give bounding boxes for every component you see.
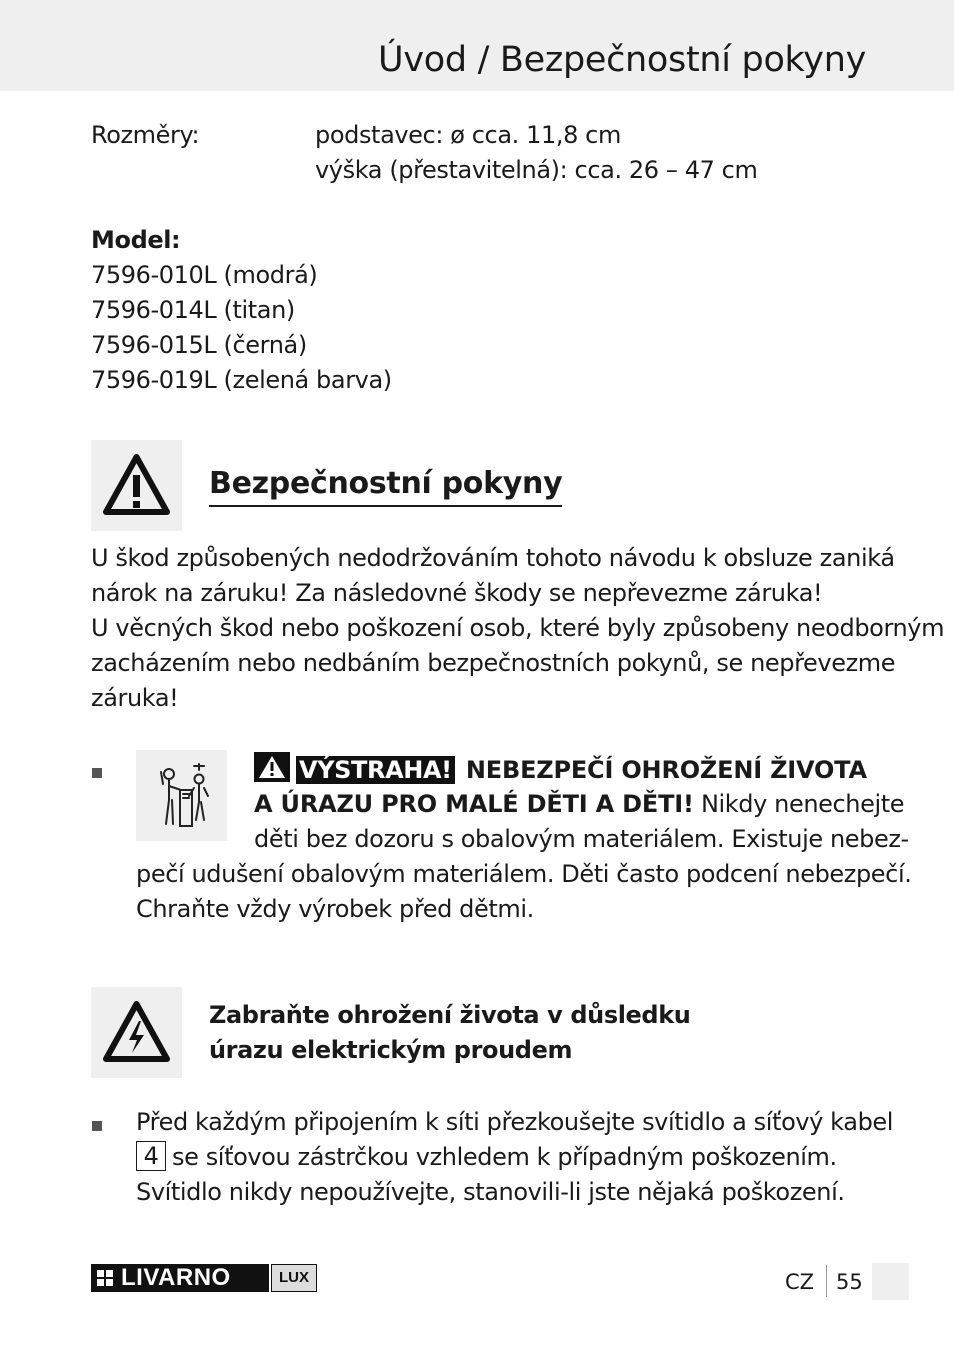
model-item: 7596-014L (titan): [91, 296, 295, 324]
warning-text-after: Nikdy nenechejte: [700, 790, 905, 818]
dimensions-label: Rozměry:: [91, 121, 200, 149]
warning-line2: [254, 787, 904, 822]
part-reference-box: 4: [136, 1141, 166, 1171]
logo-sub-text: LUX: [279, 1269, 309, 1286]
child-icon-box: [136, 750, 227, 841]
warning-triangle-icon: [91, 440, 182, 531]
safety-heading: Bezpečnostní pokyny: [209, 464, 562, 507]
intro-line: nárok na záruku! Za následovné škody se nepřevezme záruka!: [91, 579, 823, 607]
logo-sub-box: [271, 1264, 317, 1292]
intro-line: záruka!: [91, 684, 179, 712]
intro-line: U věcných škod nebo poškození osob, které byly způsobeny neodborným: [91, 614, 945, 642]
warning-text-line: děti bez dozoru s obalovým materiálem. Existuje nebez-: [254, 825, 909, 853]
electric-text-line1: Před každým připojením k síti přezkoušejte svítidlo a síťový kabel: [136, 1108, 894, 1136]
warning-bold-line2: A ÚRAZU PRO MALÉ DĚTI A DĚTI!: [254, 790, 694, 818]
child-safety-icon: [136, 750, 227, 841]
logo-grid-icon: [95, 1264, 119, 1292]
model-item: 7596-019L (zelená barva): [91, 366, 392, 394]
livarno-lux-logo: [91, 1264, 317, 1292]
logo-main-bar: [91, 1264, 269, 1292]
electric-text-line3: Svítidlo nikdy nepoužívejte, stanovili-li jste nějaká poškození.: [136, 1178, 845, 1206]
footer-separator: [826, 1265, 827, 1297]
intro-line: U škod způsobených nedodržováním tohoto návodu k obsluze zaniká: [91, 544, 895, 572]
electric-text-line2-rest: se síťovou zástrčkou vzhledem k případným poškozením.: [172, 1143, 837, 1171]
electric-shock-icon: [91, 987, 182, 1078]
footer-language: CZ: [785, 1270, 815, 1294]
warning-text-line: pečí udušení obalovým materiálem. Děti často podcení nebezpečí.: [136, 860, 912, 888]
model-item: 7596-010L (modrá): [91, 261, 318, 289]
intro-line: zacházením nebo nedbáním bezpečnostních pokynů, se nepřevezme: [91, 649, 896, 677]
model-item: 7596-015L (černá): [91, 331, 307, 359]
electric-icon-box: [91, 987, 182, 1078]
dimensions-height: výška (přestavitelná): cca. 26 – 47 cm: [315, 156, 758, 184]
electric-heading-line2: úrazu elektrickým proudem: [209, 1036, 573, 1064]
page-number: 55: [836, 1270, 863, 1294]
bullet-square: [92, 1121, 102, 1131]
model-heading: Model:: [91, 226, 181, 254]
warning-label: VÝSTRAHA!: [296, 756, 455, 784]
dimensions-base: podstavec: ø cca. 11,8 cm: [315, 121, 621, 149]
warning-text-line: Chraňte vždy výrobek před dětmi.: [136, 895, 534, 923]
bullet-square: [92, 768, 102, 778]
page-title: Úvod / Bezpečnostní pokyny: [378, 40, 866, 80]
warning-icon-box: [91, 440, 182, 531]
warning-line1: [254, 752, 867, 788]
electric-text-line2: [136, 1140, 837, 1175]
logo-main-text: LIVARNO: [121, 1264, 231, 1291]
electric-heading-line1: Zabraňte ohrožení života v důsledku: [209, 1001, 691, 1029]
warning-inline-icon: [254, 752, 290, 782]
warning-bold-line1: NEBEZPEČÍ OHROŽENÍ ŽIVOTA: [465, 756, 867, 784]
footer-grey-box: [872, 1263, 909, 1300]
